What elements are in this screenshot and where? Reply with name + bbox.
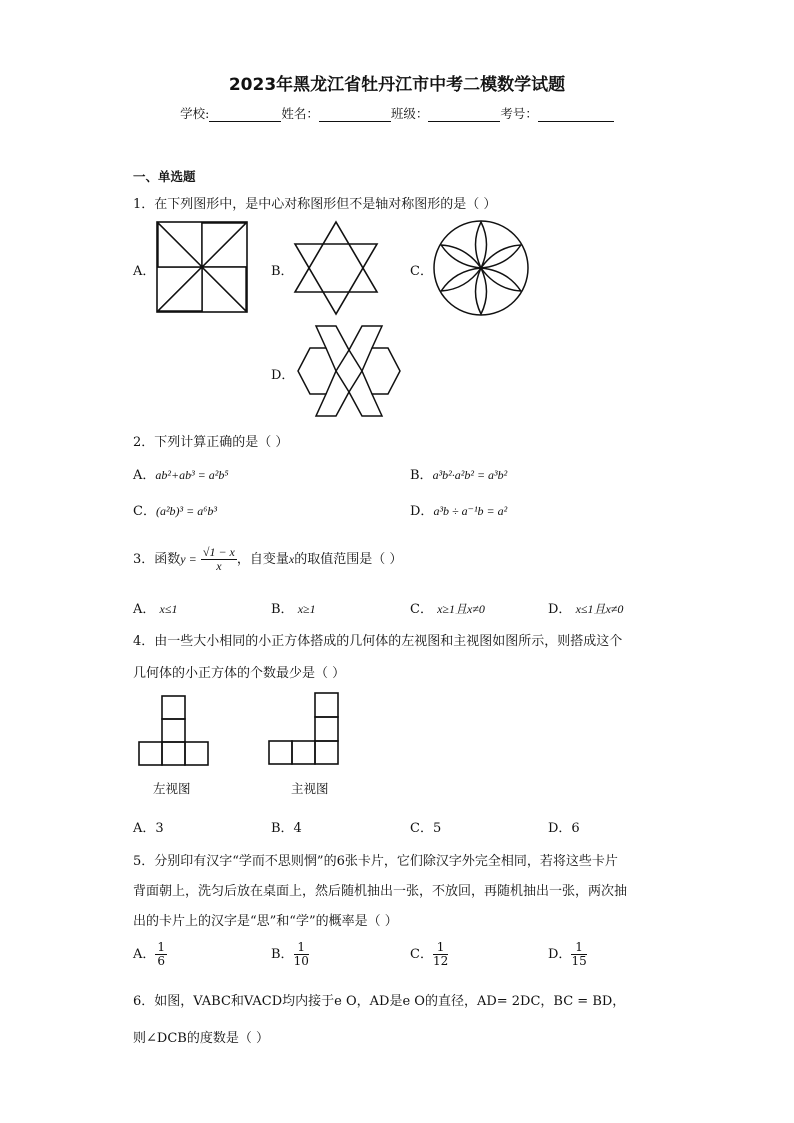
q3-d-label: D．	[548, 602, 572, 617]
q3-option-b	[271, 598, 316, 617]
q5-c-den: 12	[432, 954, 449, 968]
q6-stem-line1: 6．如图，VABC和VACD均内接于e O，AD是e O的直径，AD= 2DC，BC = BD，	[133, 994, 626, 1009]
page-title: 2023年黑龙江省牡丹江市中考二模数学试题	[228, 75, 566, 95]
q2-d-expr: a³b ÷ a⁻¹b = a²	[433, 504, 508, 518]
q1-stem: 1．在下列图形中，是中心对称图形但不是轴对称图形的是（ ）	[133, 197, 497, 212]
q5-option-a	[133, 938, 167, 972]
q5-a-fraction	[155, 941, 167, 968]
q2-option-d	[410, 500, 507, 519]
pinwheel-figure	[156, 221, 248, 313]
q3-option-a	[133, 598, 177, 617]
q2-a-label: A．	[133, 468, 156, 483]
q5-option-b	[271, 938, 309, 972]
q5-b-fraction	[294, 941, 309, 968]
q5-stem-line1: 5．分别印有汉字“学而不思则惘”的6张卡片，它们除汉字外完全相同，若将这些卡片	[133, 854, 618, 869]
q3-stem	[133, 542, 402, 577]
q4-stem-line2: 几何体的小正方体的个数最少是（ ）	[133, 666, 346, 681]
q5-c-num: 1	[433, 941, 448, 955]
q3-stem-tail: 的取值范围是（ ）	[294, 552, 403, 567]
q5-option-d	[548, 938, 587, 972]
q6-stem-line2: 则∠DCB的度数是（ ）	[133, 1031, 269, 1046]
q3-denominator: x	[216, 559, 222, 573]
q4-option-b: B．4	[271, 821, 302, 836]
q5-d-label: D．	[548, 947, 572, 962]
q5-b-label: B．	[271, 947, 294, 962]
exam-no-blank[interactable]	[538, 107, 614, 122]
q3-numerator: √1 − x	[202, 545, 235, 559]
q1-option-c-label: C．	[410, 264, 433, 279]
q3-d-expr: x≤1且x≠0	[575, 602, 624, 616]
q3-fraction	[201, 546, 237, 573]
q5-a-num: 1	[157, 940, 166, 954]
q2-c-expr: (a²b)³ = a⁶b³	[155, 504, 218, 518]
q5-d-den: 15	[571, 954, 587, 968]
q3-b-expr: x≥1	[297, 602, 316, 616]
q4-stem-line1: 4．由一些大小相同的小正方体搭成的几何体的左视图和主视图如图所示，则搭成这个	[133, 634, 623, 649]
q1-option-b-label: B．	[271, 264, 294, 279]
q3-a-expr: x≤1	[159, 602, 178, 616]
hexagon-snowflake-figure	[296, 324, 402, 418]
q4-option-c: C．5	[410, 821, 442, 836]
q3-option-d	[548, 598, 623, 617]
front-view-caption: 主视图	[291, 781, 329, 796]
q4-option-a: A．3	[133, 821, 164, 836]
q3-c-expr: x≥1且x≠0	[437, 602, 485, 616]
q3-c-label: C．	[410, 602, 433, 617]
flower-circle-figure	[432, 219, 530, 317]
q5-stem-line2: 背面朝上，洗匀后放在桌面上，然后随机抽出一张，不放回，再随机抽出一张，两次抽	[133, 884, 628, 899]
q3-var: x	[288, 552, 295, 566]
q1-option-d-label: D．	[271, 368, 295, 383]
left-view-caption: 左视图	[153, 781, 191, 796]
q5-option-c	[410, 938, 448, 972]
q2-b-label: B．	[410, 468, 433, 483]
q2-option-c	[133, 500, 217, 519]
hexagram-figure	[293, 220, 379, 316]
class-blank[interactable]	[428, 107, 500, 122]
q5-b-num: 1	[294, 941, 309, 955]
q3-option-c	[410, 598, 485, 617]
q3-stem-suffix: ，自变量	[236, 552, 289, 567]
q1-option-a-label: A．	[133, 264, 156, 279]
q5-d-fraction	[571, 941, 586, 968]
exam-no-label: 考号：	[500, 106, 538, 121]
q2-a-expr: ab²+ab³ = a²b⁵	[155, 468, 229, 482]
q5-a-label: A．	[133, 947, 156, 962]
student-info-line	[0, 104, 794, 122]
q4-option-d: D．6	[548, 821, 580, 836]
q3-y-eq: y =	[180, 552, 197, 566]
section-title: 一、单选题	[133, 169, 196, 184]
name-blank[interactable]	[319, 107, 391, 122]
school-label: 学校:	[180, 106, 210, 121]
q2-option-b	[410, 464, 507, 483]
q2-c-label: C．	[133, 504, 156, 519]
q5-d-num: 1	[571, 941, 586, 955]
name-label: 姓名：	[281, 106, 319, 121]
q2-d-label: D．	[410, 504, 434, 519]
q3-b-label: B．	[271, 602, 294, 617]
left-view-figure	[138, 694, 210, 766]
school-blank[interactable]	[209, 107, 281, 122]
q5-stem-line3: 出的卡片上的汉字是“思”和“学”的概率是（ ）	[133, 914, 398, 929]
q5-a-den: 6	[157, 954, 166, 968]
front-view-figure	[268, 691, 340, 765]
q2-option-a	[133, 464, 229, 483]
q2-b-expr: a³b²·a²b² = a³b²	[432, 468, 508, 482]
class-label: 班级：	[390, 106, 429, 121]
q5-c-fraction	[433, 941, 448, 968]
q2-stem: 2．下列计算正确的是（ ）	[133, 435, 289, 450]
q5-c-label: C．	[410, 947, 433, 962]
q3-a-label: A．	[133, 602, 156, 617]
q3-stem-prefix: 3．函数	[133, 552, 181, 567]
q5-b-den: 10	[293, 954, 309, 968]
